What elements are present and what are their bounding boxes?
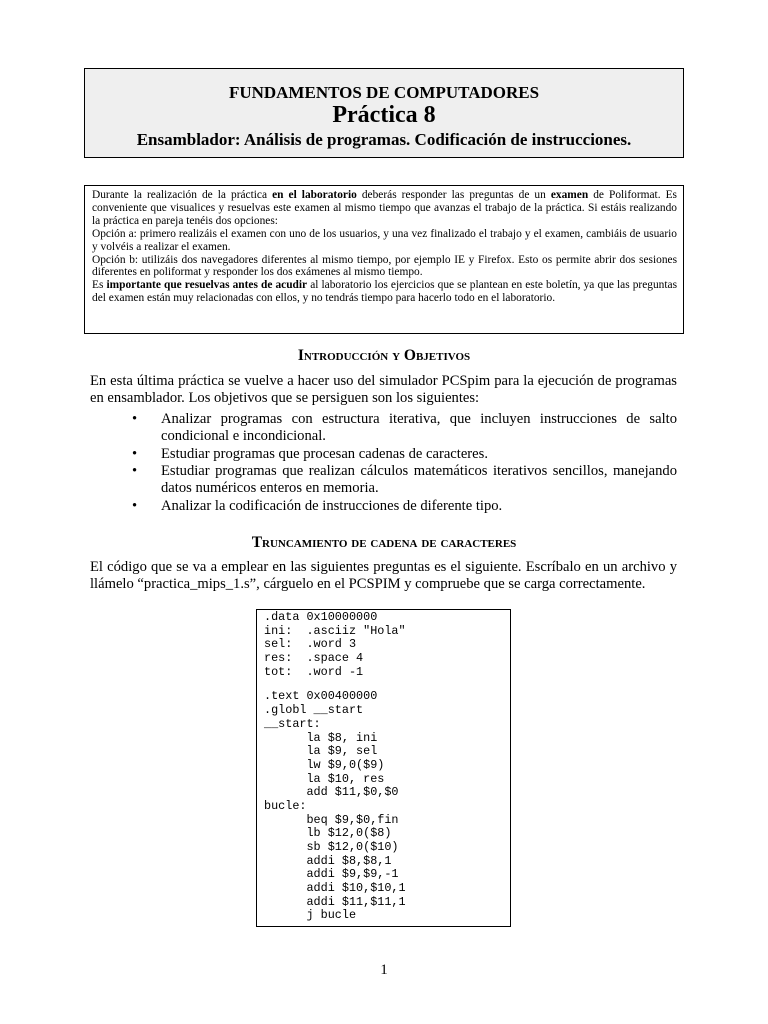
notice-text: Es bbox=[92, 279, 107, 292]
code-line: lw $9,0($9) bbox=[264, 757, 385, 772]
code-line: add $11,$0,$0 bbox=[264, 785, 399, 800]
code-line: __start: bbox=[264, 716, 321, 731]
code-line: .globl __start bbox=[264, 703, 364, 718]
code-line: .data 0x10000000 bbox=[264, 610, 378, 624]
code-line: la $10, res bbox=[264, 771, 385, 786]
code-line: beq $9,$0,fin bbox=[264, 812, 399, 827]
code-line: lb $12,0($8) bbox=[264, 826, 392, 841]
code-line: j bucle bbox=[264, 908, 357, 923]
lab-notice-box bbox=[84, 185, 684, 334]
code-line: addi $11,$11,1 bbox=[264, 894, 406, 909]
code-listing bbox=[256, 609, 511, 927]
bullet-icon: • bbox=[132, 463, 138, 480]
notice-text: al laboratorio los ejercicios que se plantean en este boletín, ya que las preguntas del examen están muy relacionadas con ellos, y no tendrás tiempo para hacerlo todo en el laboratorio. bbox=[92, 279, 677, 305]
code-line: .text 0x00400000 bbox=[264, 689, 378, 704]
code-line: la $9, sel bbox=[264, 744, 378, 759]
list-item bbox=[130, 446, 677, 463]
notice-paragraph bbox=[92, 189, 677, 228]
list-item bbox=[130, 463, 677, 497]
list-item bbox=[130, 498, 677, 515]
code-line: ini: .asciiz "Hola" bbox=[264, 623, 406, 638]
bullet-icon: • bbox=[132, 445, 138, 462]
objectives-list bbox=[130, 411, 677, 516]
notice-option-a: Opción a: primero realizáis el examen con uno de los usuarios, y una vez finalizado el trabajo y el examen, cambiáis de usuario y volvéis a realizar el examen. bbox=[92, 227, 677, 253]
objective-text: Analizar programas con estructura iterativa, que incluyen instrucciones de salto condicional e incondicional. bbox=[161, 411, 677, 444]
notice-emphasis: examen bbox=[550, 189, 589, 201]
notice-text: deberás responder las preguntas de un bbox=[356, 189, 551, 201]
bullet-icon: • bbox=[132, 497, 138, 514]
truncation-heading: Truncamiento de cadena de caracteres bbox=[251, 534, 517, 551]
practice-title: Práctica 8 bbox=[332, 102, 436, 128]
truncation-paragraph: El código que se va a emplear en las siguientes preguntas es el siguiente. Escríbalo en un archivo y llámelo “practica_mips_1.s”, cárguelo en el PCSPIM y compruebe que se carga correctamente. bbox=[90, 559, 677, 592]
notice-emphasis: en el laboratorio bbox=[272, 189, 357, 201]
code-line: tot: .word -1 bbox=[264, 664, 364, 679]
code-line: addi $10,$10,1 bbox=[264, 881, 406, 896]
notice-paragraph bbox=[92, 279, 677, 305]
code-line: addi $9,$9,-1 bbox=[264, 867, 399, 882]
notice-emphasis: importante que resuelvas antes de acudir bbox=[106, 279, 308, 292]
page-number: 1 bbox=[380, 962, 388, 978]
objective-text: Analizar la codificación de instrucciones de diferente tipo. bbox=[161, 497, 503, 514]
notice-option-b: Opción b: utilizáis dos navegadores diferentes al mismo tiempo, por ejemplo IE y Firefox. Esto os permite abrir dos sesiones diferentes en poliformat y responder los dos exámenes al mismo tiempo. bbox=[92, 253, 677, 279]
objective-text: Estudiar programas que realizan cálculos matemáticos iterativos sencillos, manejando datos numéricos enteros en memoria. bbox=[161, 463, 677, 497]
intro-heading: Introducción y Objetivos bbox=[297, 347, 471, 364]
code-line: addi $8,$8,1 bbox=[264, 853, 392, 868]
code-line: sb $12,0($10) bbox=[264, 840, 399, 854]
code-line: sel: .word 3 bbox=[264, 637, 357, 652]
intro-paragraph: En esta última práctica se vuelve a hacer uso del simulador PCSpim para la ejecución de programas en ensamblador. Los objetivos que se persiguen son los siguientes: bbox=[90, 373, 677, 406]
list-item bbox=[130, 411, 677, 445]
objective-text: Estudiar programas que procesan cadenas de caracteres. bbox=[161, 445, 488, 462]
code-line: bucle: bbox=[264, 798, 307, 813]
bullet-icon: • bbox=[132, 411, 138, 427]
code-line: res: .space 4 bbox=[264, 651, 364, 666]
notice-text: Durante la realización de la práctica bbox=[92, 189, 273, 201]
code-line: la $8, ini bbox=[264, 730, 378, 745]
document-header bbox=[84, 68, 684, 158]
practice-subtitle: Ensamblador: Análisis de programas. Codificación de instrucciones. bbox=[136, 130, 632, 149]
notice-text: de Poliformat. Es conveniente que visualices y resuelvas este examen al mismo tiempo que avanzas el trabajo de la práctica. Si estáis realizando la práctica en pareja tenéis dos opciones: bbox=[92, 189, 677, 227]
course-title: FUNDAMENTOS DE COMPUTADORES bbox=[228, 83, 540, 102]
